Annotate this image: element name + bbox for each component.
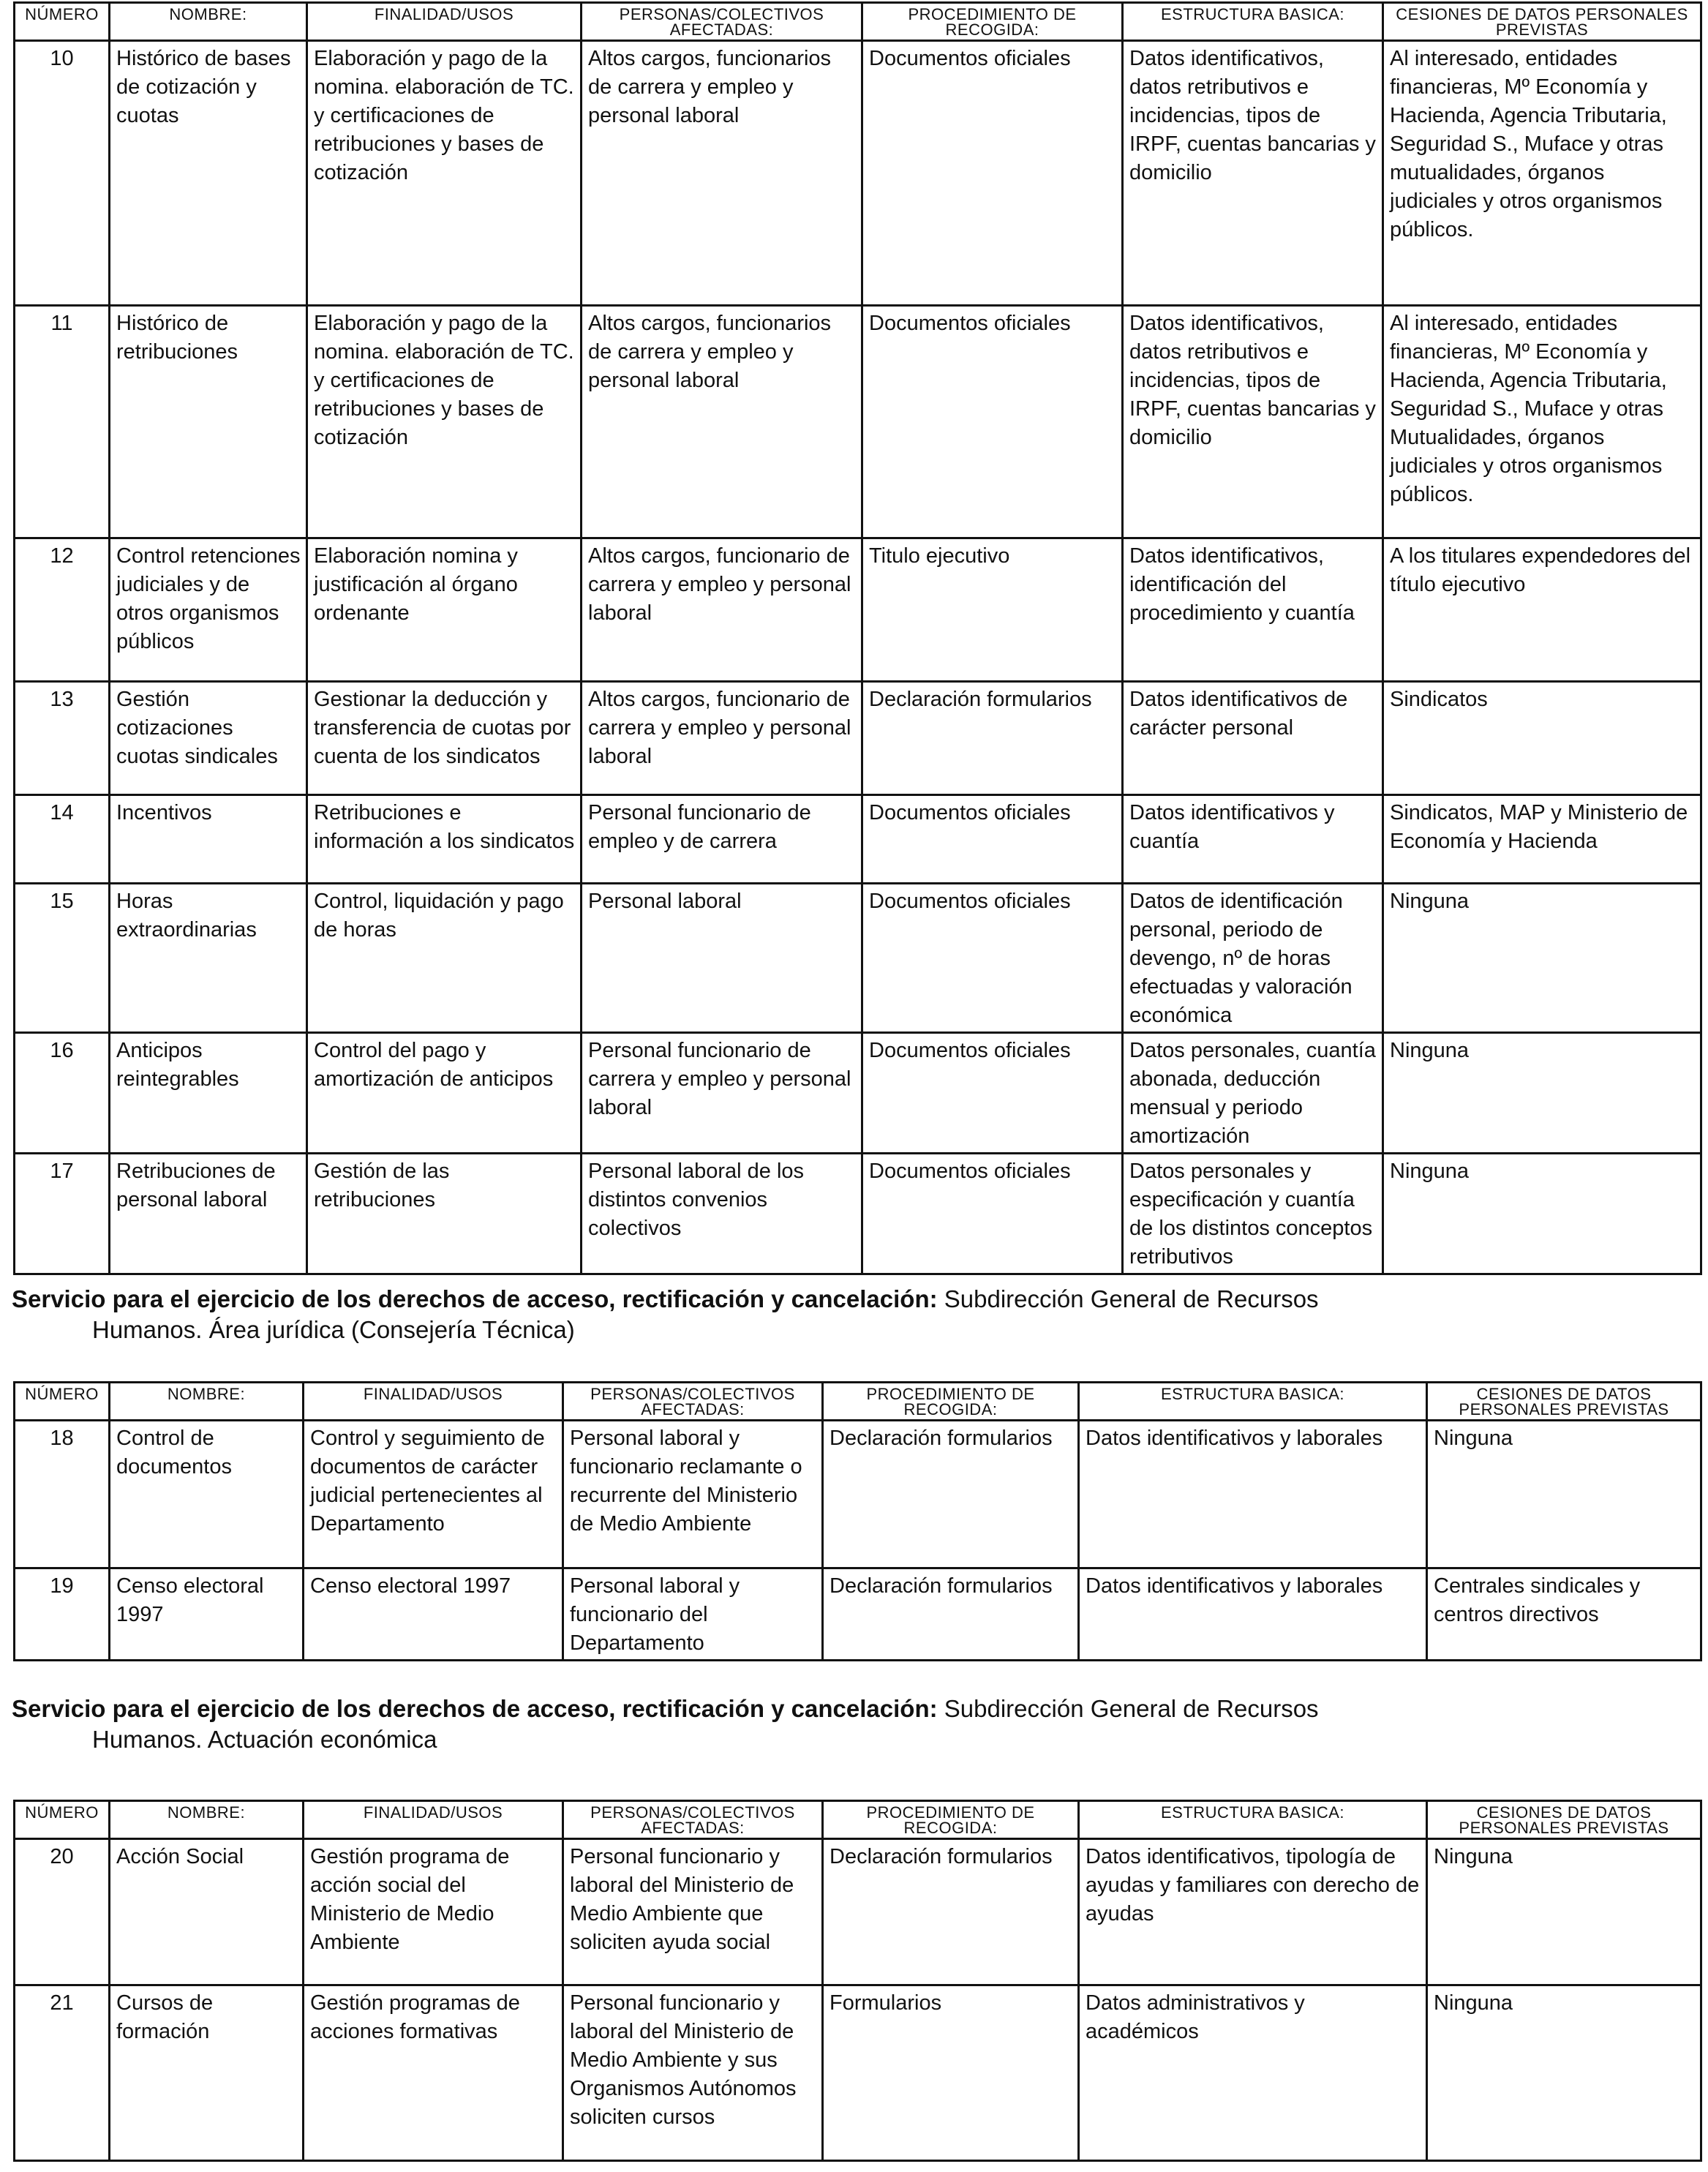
table-row: [15, 682, 1701, 795]
cell-numero: 15: [15, 884, 110, 1033]
section-heading-actuacion: [12, 1694, 1694, 1755]
cell-numero: 11: [15, 306, 110, 538]
cell-cesiones: Sindicatos, MAP y Ministerio de Economía y Hacienda: [1383, 795, 1701, 884]
section-heading-rest: Subdirección General de Recursos: [944, 1695, 1319, 1722]
cell-personas: Personal laboral de los distintos convenios colectivos: [582, 1154, 862, 1274]
cell-cesiones: A los titulares expendedores del título ejecutivo: [1383, 538, 1701, 682]
col-estructura: ESTRUCTURA BASICA:: [1079, 1801, 1427, 1839]
records-table-2: [13, 1381, 1702, 1661]
section-heading-rest: Subdirección General de Recursos: [944, 1285, 1319, 1312]
cell-nombre: Control de documentos: [110, 1421, 304, 1568]
cell-numero: 10: [15, 41, 110, 306]
cell-procedimiento: Titulo ejecutivo: [862, 538, 1123, 682]
cell-procedimiento: Documentos oficiales: [862, 1154, 1123, 1274]
cell-procedimiento: Documentos oficiales: [862, 41, 1123, 306]
cell-estructura: Datos identificativos y laborales: [1079, 1568, 1427, 1661]
col-finalidad: FINALIDAD/USOS: [304, 1801, 563, 1839]
cell-cesiones: Centrales sindicales y centros directivos: [1427, 1568, 1701, 1661]
cell-procedimiento: Declaración formularios: [823, 1421, 1079, 1568]
cell-procedimiento: Documentos oficiales: [862, 1033, 1123, 1154]
header-row: [15, 1801, 1701, 1839]
col-numero: NÚMERO: [15, 3, 110, 41]
cell-nombre: Histórico de retribuciones: [110, 306, 307, 538]
cell-estructura: Datos identificativos de carácter personal: [1123, 682, 1383, 795]
cell-estructura: Datos identificativos, tipología de ayudas y familiares con derecho de ayudas: [1079, 1839, 1427, 1985]
cell-estructura: Datos personales y especificación y cuantía de los distintos conceptos retributivos: [1123, 1154, 1383, 1274]
cell-cesiones: Ninguna: [1383, 1033, 1701, 1154]
cell-numero: 13: [15, 682, 110, 795]
table-row: [15, 1421, 1701, 1568]
cell-personas: Altos cargos, funcionario de carrera y empleo y personal laboral: [582, 538, 862, 682]
cell-estructura: Datos de identificación personal, periodo de devengo, nº de horas efectuadas y valoración económica: [1123, 884, 1383, 1033]
cell-numero: 16: [15, 1033, 110, 1154]
cell-personas: Personal funcionario de empleo y de carrera: [582, 795, 862, 884]
cell-finalidad: Control, liquidación y pago de horas: [307, 884, 582, 1033]
section-heading-rest-line2: Humanos. Actuación económica: [92, 1726, 437, 1753]
table-row: [15, 795, 1701, 884]
cell-procedimiento: Documentos oficiales: [862, 306, 1123, 538]
cell-personas: Altos cargos, funcionario de carrera y empleo y personal laboral: [582, 682, 862, 795]
cell-estructura: Datos identificativos y laborales: [1079, 1421, 1427, 1568]
cell-nombre: Histórico de bases de cotización y cuotas: [110, 41, 307, 306]
cell-finalidad: Gestión programas de acciones formativas: [304, 1985, 563, 2161]
table-row: [15, 1839, 1701, 1985]
table-row: [15, 1154, 1701, 1274]
cell-nombre: Acción Social: [110, 1839, 304, 1985]
cell-cesiones: Al interesado, entidades financieras, Mº Economía y Hacienda, Agencia Tributaria, Seguridad S., Muface y otras mutualidades, órganos judiciales y otros organismos públicos.: [1383, 41, 1701, 306]
cell-numero: 20: [15, 1839, 110, 1985]
col-procedimiento: PROCEDIMIENTO DE RECOGIDA:: [823, 1383, 1079, 1421]
cell-personas: Altos cargos, funcionarios de carrera y empleo y personal laboral: [582, 41, 862, 306]
cell-nombre: Horas extraordinarias: [110, 884, 307, 1033]
cell-cesiones: Ninguna: [1383, 1154, 1701, 1274]
table-row: [15, 538, 1701, 682]
cell-cesiones: Al interesado, entidades financieras, Mº Economía y Hacienda, Agencia Tributaria, Seguridad S., Muface y otras Mutualidades, órganos judiciales y otros organismos públicos.: [1383, 306, 1701, 538]
cell-nombre: Incentivos: [110, 795, 307, 884]
cell-nombre: Cursos de formación: [110, 1985, 304, 2161]
cell-estructura: Datos identificativos, datos retributivos e incidencias, tipos de IRPF, cuentas bancarias y domicilio: [1123, 306, 1383, 538]
col-personas: PERSONAS/COLECTIVOS AFECTADAS:: [563, 1801, 823, 1839]
cell-procedimiento: Documentos oficiales: [862, 795, 1123, 884]
col-nombre: NOMBRE:: [110, 1383, 304, 1421]
cell-nombre: Anticipos reintegrables: [110, 1033, 307, 1154]
col-procedimiento: PROCEDIMIENTO DE RECOGIDA:: [823, 1801, 1079, 1839]
cell-estructura: Datos identificativos y cuantía: [1123, 795, 1383, 884]
cell-procedimiento: Declaración formularios: [823, 1568, 1079, 1661]
cell-numero: 18: [15, 1421, 110, 1568]
col-nombre: NOMBRE:: [110, 3, 307, 41]
cell-finalidad: Gestionar la deducción y transferencia de cuotas por cuenta de los sindicatos: [307, 682, 582, 795]
section-heading-lead: Servicio para el ejercicio de los derechos de acceso, rectificación y cancelación:: [12, 1695, 938, 1722]
col-cesiones: CESIONES DE DATOS PERSONALES PREVISTAS: [1383, 3, 1701, 41]
col-cesiones: CESIONES DE DATOS PERSONALES PREVISTAS: [1427, 1383, 1701, 1421]
cell-procedimiento: Declaración formularios: [862, 682, 1123, 795]
cell-finalidad: Gestión programa de acción social del Ministerio de Medio Ambiente: [304, 1839, 563, 1985]
col-numero: NÚMERO: [15, 1383, 110, 1421]
records-table-3: [13, 1800, 1702, 2162]
cell-personas: Personal funcionario y laboral del Ministerio de Medio Ambiente y sus Organismos Autónomos soliciten cursos: [563, 1985, 823, 2161]
cell-finalidad: Elaboración nomina y justificación al órgano ordenante: [307, 538, 582, 682]
col-numero: NÚMERO: [15, 1801, 110, 1839]
cell-nombre: Control retenciones judiciales y de otros organismos públicos: [110, 538, 307, 682]
cell-estructura: Datos identificativos, datos retributivos e incidencias, tipos de IRPF, cuentas bancarias y domicilio: [1123, 41, 1383, 306]
cell-procedimiento: Formularios: [823, 1985, 1079, 2161]
cell-finalidad: Gestión de las retribuciones: [307, 1154, 582, 1274]
cell-cesiones: Ninguna: [1427, 1421, 1701, 1568]
cell-finalidad: Control y seguimiento de documentos de carácter judicial pertenecientes al Departamento: [304, 1421, 563, 1568]
col-estructura: ESTRUCTURA BASICA:: [1079, 1383, 1427, 1421]
header-row: [15, 3, 1701, 41]
cell-personas: Personal funcionario de carrera y empleo y personal laboral: [582, 1033, 862, 1154]
col-finalidad: FINALIDAD/USOS: [307, 3, 582, 41]
cell-finalidad: Retribuciones e información a los sindicatos: [307, 795, 582, 884]
cell-personas: Altos cargos, funcionarios de carrera y empleo y personal laboral: [582, 306, 862, 538]
cell-finalidad: Control del pago y amortización de anticipos: [307, 1033, 582, 1154]
cell-finalidad: Elaboración y pago de la nomina. elaboración de TC. y certificaciones de retribuciones y bases de cotización: [307, 41, 582, 306]
cell-numero: 12: [15, 538, 110, 682]
table-row: [15, 306, 1701, 538]
records-table-1: [13, 1, 1702, 1275]
col-nombre: NOMBRE:: [110, 1801, 304, 1839]
cell-personas: Personal laboral y funcionario reclamante o recurrente del Ministerio de Medio Ambiente: [563, 1421, 823, 1568]
cell-numero: 19: [15, 1568, 110, 1661]
table-row: [15, 41, 1701, 306]
cell-personas: Personal laboral y funcionario del Departamento: [563, 1568, 823, 1661]
cell-cesiones: Ninguna: [1383, 884, 1701, 1033]
cell-nombre: Censo electoral 1997: [110, 1568, 304, 1661]
section-heading-lead: Servicio para el ejercicio de los derechos de acceso, rectificación y cancelación:: [12, 1285, 938, 1312]
table-row: [15, 1985, 1701, 2161]
table-row: [15, 884, 1701, 1033]
col-finalidad: FINALIDAD/USOS: [304, 1383, 563, 1421]
cell-nombre: Gestión cotizaciones cuotas sindicales: [110, 682, 307, 795]
cell-nombre: Retribuciones de personal laboral: [110, 1154, 307, 1274]
cell-cesiones: Ninguna: [1427, 1839, 1701, 1985]
col-procedimiento: PROCEDIMIENTO DE RECOGIDA:: [862, 3, 1123, 41]
section-heading-rest-line2: Humanos. Área jurídica (Consejería Técnica): [92, 1316, 575, 1343]
section-heading-juridica: [12, 1284, 1694, 1345]
cell-numero: 14: [15, 795, 110, 884]
col-cesiones: CESIONES DE DATOS PERSONALES PREVISTAS: [1427, 1801, 1701, 1839]
cell-finalidad: Elaboración y pago de la nomina. elaboración de TC. y certificaciones de retribuciones y bases de cotización: [307, 306, 582, 538]
cell-estructura: Datos administrativos y académicos: [1079, 1985, 1427, 2161]
cell-finalidad: Censo electoral 1997: [304, 1568, 563, 1661]
cell-cesiones: Sindicatos: [1383, 682, 1701, 795]
cell-personas: Personal funcionario y laboral del Ministerio de Medio Ambiente que soliciten ayuda social: [563, 1839, 823, 1985]
col-personas: PERSONAS/COLECTIVOS AFECTADAS:: [582, 3, 862, 41]
col-personas: PERSONAS/COLECTIVOS AFECTADAS:: [563, 1383, 823, 1421]
col-estructura: ESTRUCTURA BASICA:: [1123, 3, 1383, 41]
cell-cesiones: Ninguna: [1427, 1985, 1701, 2161]
cell-procedimiento: Declaración formularios: [823, 1839, 1079, 1985]
cell-estructura: Datos personales, cuantía abonada, deducción mensual y periodo amortización: [1123, 1033, 1383, 1154]
table-row: [15, 1568, 1701, 1661]
cell-procedimiento: Documentos oficiales: [862, 884, 1123, 1033]
cell-numero: 17: [15, 1154, 110, 1274]
cell-personas: Personal laboral: [582, 884, 862, 1033]
cell-estructura: Datos identificativos, identificación del procedimiento y cuantía: [1123, 538, 1383, 682]
cell-numero: 21: [15, 1985, 110, 2161]
table-row: [15, 1033, 1701, 1154]
header-row: [15, 1383, 1701, 1421]
